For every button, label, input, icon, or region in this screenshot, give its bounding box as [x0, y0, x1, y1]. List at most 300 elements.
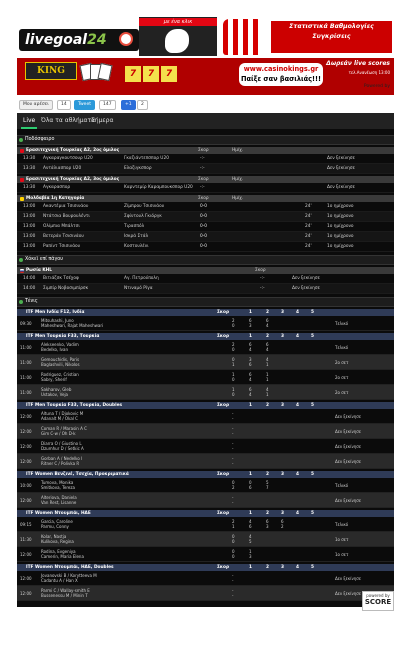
match-status: Δεν ξεκίνησε [335, 497, 361, 503]
match-minute: 24' [305, 244, 312, 249]
match-row[interactable] [17, 493, 394, 508]
col-score: Σκορ [198, 177, 209, 182]
set-score-2: 1 [266, 362, 269, 367]
match-score: -:- [200, 166, 205, 171]
sets-won-2: 0 [232, 377, 235, 382]
col-set-1: 1 [249, 403, 252, 408]
match-status: 2ο σετ [335, 359, 349, 365]
set-score-2: 6 [249, 362, 252, 367]
player-1: Garcia, Caroline [41, 519, 73, 524]
sets-won-2: - [232, 593, 234, 598]
sets-won-2: 1 [232, 524, 235, 529]
player-1: Alekseenko, Vadim [41, 342, 79, 347]
match-status: 2ο σετ [335, 374, 349, 380]
home-team: Ντάτσια Βουρουλέντι [43, 214, 90, 219]
player-1: Sakharov, Gleb [41, 387, 72, 392]
match-time: 11:00 [20, 389, 32, 395]
match-score: 0-0 [200, 244, 208, 249]
col-set-3: 3 [281, 472, 284, 477]
col-set-3: 3 [281, 403, 284, 408]
player-2: Dzumhur D / Setkic A [41, 446, 84, 451]
sport-nav [17, 113, 394, 129]
match-row[interactable] [17, 340, 394, 355]
match-row[interactable] [17, 154, 394, 164]
jersey-icon [223, 19, 263, 55]
match-score: -:- [200, 156, 205, 161]
sets-won-1: 0 [232, 534, 235, 539]
score-brand: SCORE [364, 598, 392, 606]
set-score-1: 6 [281, 519, 284, 524]
col-set-5: 5 [311, 403, 314, 408]
tournament-header[interactable] [17, 564, 394, 571]
sets-won-1: - [232, 588, 234, 593]
flag-icon [20, 178, 24, 182]
league-header[interactable] [17, 147, 394, 154]
match-status: Δεν ξεκίνησε [335, 575, 361, 581]
sets-won-1: 1 [232, 372, 235, 377]
match-time: 09:15 [20, 521, 32, 527]
set-score-1: 6 [249, 342, 252, 347]
player-1: Parmi C / Wallay-smith E [41, 588, 90, 593]
col-set-2: 2 [266, 334, 269, 339]
match-time: 13:00 [23, 224, 36, 229]
col-half: Ημίχ. [232, 148, 244, 153]
col-set-2: 2 [266, 565, 269, 570]
sets-won-2: 0 [232, 392, 235, 397]
set-score-1: 0 [249, 480, 252, 485]
casino-slogan: Παίξε σαν βασιλιάς!!! [240, 75, 322, 83]
match-time: 14:00 [23, 286, 36, 291]
player-2: Van Rest, Lisanne [41, 500, 77, 505]
col-score: Σκορ [217, 310, 230, 315]
seven-icon: 7 [125, 66, 141, 82]
sets-won-1: 0 [232, 357, 235, 362]
match-score: -:- [260, 286, 265, 291]
away-team: Ζίμπρου Τσισινάου [124, 204, 165, 209]
match-score: -:- [260, 276, 265, 281]
home-team: Αγκαρασπορ [43, 185, 71, 190]
match-status: Τελικό [335, 344, 349, 350]
away-team: Τιρασπόλ [124, 224, 145, 229]
tournament-name: ITF Men Τουρκία F33, Τουρκία, Doubles [26, 403, 123, 408]
set-score-2: 4 [249, 347, 252, 352]
col-set-3: 3 [281, 511, 284, 516]
score-provider-logo[interactable] [362, 591, 394, 611]
col-set-1: 1 [249, 565, 252, 570]
sets-won-2: 0 [232, 539, 235, 544]
match-minute: 24' [305, 214, 312, 219]
league-name: Μολδαβία 1η Κατηγορία [26, 196, 85, 201]
player-2: Camerin, Maria Elena [41, 554, 84, 559]
set-score-1: 4 [266, 357, 269, 362]
match-row[interactable] [17, 370, 394, 385]
match-score: 0-0 [200, 234, 208, 239]
col-set-5: 5 [311, 334, 314, 339]
col-set-3: 3 [281, 310, 284, 315]
sets-won-2: 2 [232, 485, 235, 490]
sets-won-2: - [232, 431, 234, 436]
sets-won-2: 0 [232, 347, 235, 352]
casino-site [239, 63, 323, 86]
player-1: Rodriguez, Cristian [41, 372, 79, 377]
tab-today[interactable]: Σήμερα [91, 117, 114, 124]
match-row[interactable] [17, 232, 394, 242]
player-2: Bedelko, Ivan [41, 347, 69, 352]
sets-won-2: - [232, 500, 234, 505]
player-1: Gemouchidis, Paris [41, 357, 80, 362]
away-team: Γκαζιάντεπσπορ U20 [124, 156, 169, 161]
col-set-1: 1 [249, 511, 252, 516]
match-status: Δεν ξεκίνησε [327, 156, 355, 161]
set-score-1: 4 [249, 534, 252, 539]
set-score-2: 3 [249, 323, 252, 328]
match-time: 11:00 [20, 359, 32, 365]
match-row[interactable] [17, 355, 394, 370]
col-set-2: 2 [266, 511, 269, 516]
match-row[interactable] [17, 284, 394, 294]
match-time: 09:30 [20, 320, 32, 326]
col-set-3: 3 [281, 565, 284, 570]
col-score: Σκορ [255, 268, 266, 273]
match-time: 12:00 [20, 590, 32, 596]
col-score: Σκορ [217, 403, 230, 408]
ad-stats-text: Στατιστικά Βαθμολογίες Συγκρίσεις [271, 21, 392, 53]
set-score-1: 5 [266, 480, 269, 485]
match-time: 12:00 [20, 413, 32, 419]
match-row[interactable] [17, 409, 394, 424]
match-status: Δεν ξεκίνησε [335, 413, 361, 419]
set-score-1: 6 [249, 318, 252, 323]
col-score: Σκορ [217, 565, 230, 570]
match-status: Δεν ξεκίνησε [335, 428, 361, 434]
player-1: Rodina, Evgeniya [41, 549, 76, 554]
away-team: Καρντεμίρ Καραμπουκσπορ U20 [124, 185, 193, 190]
set-score-1: 1 [266, 372, 269, 377]
match-status: Δεν ξεκίνησε [327, 166, 355, 171]
player-1: Altuna T / Djokovic M [41, 411, 84, 416]
match-status: Δεν ξεκίνησε [335, 443, 361, 449]
match-minute: 24' [305, 204, 312, 209]
col-score: Σκορ [198, 148, 209, 153]
match-row[interactable] [17, 439, 394, 454]
match-status: Δεν ξεκίνησε [335, 458, 361, 464]
match-row[interactable] [17, 164, 394, 174]
set-score-1: 6 [266, 318, 269, 323]
home-team: Βετεράν Τσισινάου [43, 234, 84, 239]
match-score: 0-0 [200, 214, 208, 219]
last-update: τελ.Ανανέωση 13:00 [348, 70, 390, 75]
match-row[interactable] [17, 212, 394, 222]
set-score-2: 4 [249, 392, 252, 397]
match-minute: 24' [305, 224, 312, 229]
flag-icon [20, 197, 24, 201]
player-1: Mitsuhashi, Juno [41, 318, 74, 323]
col-score: Σκορ [217, 334, 230, 339]
section-hockey: Χόκεϊ επί πάγου [17, 255, 394, 265]
player-2: Ritner C / Polivka R [41, 461, 80, 466]
sets-won-1: - [232, 456, 234, 461]
match-time: 12:00 [20, 575, 32, 581]
col-set-4: 4 [296, 403, 299, 408]
match-status: Δεν ξεκίνησε [292, 276, 320, 281]
section-football: Ποδόσφαιρο [17, 135, 394, 145]
match-status: 1ο ημίχρονο [327, 244, 354, 249]
match-time: 13:00 [23, 214, 36, 219]
player-1: Kolar, Nastja [41, 534, 67, 539]
match-status: 1ο ημίχρονο [327, 234, 354, 239]
col-set-1: 1 [249, 334, 252, 339]
set-score-2: 4 [266, 323, 269, 328]
match-status: Τελικό [335, 320, 349, 326]
away-team: Ισκρά Στάλ [124, 234, 149, 239]
match-status: Δεν ξεκίνησε [292, 286, 320, 291]
set-score-1: 4 [249, 519, 252, 524]
match-row[interactable] [17, 222, 394, 232]
sets-won-1: - [232, 441, 234, 446]
flag-icon [20, 149, 24, 153]
player-2: Parmu, Conny [41, 524, 69, 529]
match-status: 1ο ημίχρονο [327, 214, 354, 219]
sets-won-1: - [232, 495, 234, 500]
sets-won-1: 0 [232, 480, 235, 485]
set-score-2: 1 [266, 392, 269, 397]
col-score: Σκορ [217, 472, 230, 477]
match-time: 13:30 [23, 166, 36, 171]
section-tennis: Τένις [17, 297, 394, 307]
match-row[interactable] [17, 183, 394, 193]
seven-icon: 7 [161, 66, 177, 82]
match-time: 11:00 [20, 344, 32, 350]
match-status: 2ο σετ [335, 389, 349, 395]
match-status: Δεν ξεκίνησε [327, 185, 355, 190]
league-header[interactable] [17, 267, 394, 274]
away-team: Ελαζιγκσπορ [124, 166, 152, 171]
match-row[interactable] [17, 316, 394, 331]
col-score: Σκορ [217, 511, 230, 516]
match-row[interactable] [17, 586, 394, 601]
col-set-4: 4 [296, 310, 299, 315]
sets-won-2: 1 [232, 362, 235, 367]
header [17, 17, 394, 56]
col-set-2: 2 [266, 403, 269, 408]
site-logo[interactable] [19, 29, 139, 51]
match-row[interactable] [17, 424, 394, 439]
set-score-1: 6 [249, 372, 252, 377]
seven-icon: 7 [143, 66, 159, 82]
set-score-2: 4 [266, 347, 269, 352]
away-team: Σφίντουλ Γκιόργκ [124, 214, 162, 219]
col-set-2: 2 [266, 310, 269, 315]
plus-one-count: 2 [137, 100, 148, 110]
set-score-2: 2 [281, 524, 284, 529]
match-time: 11:30 [20, 536, 32, 542]
tournament-header[interactable] [17, 309, 394, 316]
ball-icon [119, 32, 133, 46]
match-time: 11:00 [20, 374, 32, 380]
player-2: Ustakov, Veja [41, 392, 69, 397]
like-count: 14 [57, 100, 71, 110]
col-half: Ημίχ. [232, 196, 244, 201]
sets-won-2: 0 [232, 323, 235, 328]
col-half: Ημίχ. [232, 177, 244, 182]
set-score-2: 3 [266, 524, 269, 529]
like-button[interactable]: Μου αρέσει [19, 100, 53, 110]
match-time: 12:00 [20, 428, 32, 434]
league-header[interactable] [17, 176, 394, 183]
tournament-name: ITF Men Τουρκία F33, Τουρκία [26, 334, 100, 339]
tournament-header[interactable] [17, 471, 394, 478]
home-team: Σιμπίρ Νοβοσιμπίρσκ [43, 286, 89, 291]
match-time: 13:30 [23, 156, 36, 161]
logo-text: livegoal24 [25, 32, 107, 48]
casino-logo: KING [25, 62, 77, 80]
plus-one-button[interactable]: +1 [121, 100, 136, 110]
player-1: Coman R / Marasin A C [41, 426, 87, 431]
player-2: Gim C-w / Oh D-k [41, 431, 76, 436]
tab-live[interactable]: Live [21, 113, 37, 129]
col-score: Σκορ [198, 196, 209, 201]
sets-won-2: - [232, 416, 234, 421]
flag-icon [20, 269, 24, 273]
match-status: 1ο σετ [335, 551, 349, 557]
casino-url: www.casinokings.gr [243, 65, 319, 73]
col-set-2: 2 [266, 472, 269, 477]
match-status: 1ο σετ [335, 536, 349, 542]
match-status: Τελικό [335, 482, 349, 488]
set-score-2: 3 [249, 554, 252, 559]
set-score-2: 1 [266, 377, 269, 382]
sets-won-2: 0 [232, 554, 235, 559]
tab-all-sports[interactable]: Όλα τα αθλήματα [41, 117, 96, 124]
player-1: Jovanovski B / Korytteeva M [41, 573, 97, 578]
match-row[interactable] [17, 547, 394, 562]
match-row[interactable] [17, 478, 394, 493]
match-time: 12:00 [20, 443, 32, 449]
match-status: Τελικό [335, 521, 349, 527]
col-set-4: 4 [296, 511, 299, 516]
col-set-3: 3 [281, 334, 284, 339]
header-ad-click[interactable] [139, 17, 217, 56]
set-score-1: 6 [266, 519, 269, 524]
home-team: Αγκαραγκουτσουρ U20 [43, 156, 93, 161]
player-1: Diarra O / Giustino L [41, 441, 82, 446]
player-2: Cadantu A / Han X [41, 578, 78, 583]
match-status: 1ο ημίχρονο [327, 224, 354, 229]
powered-by-label: powered by [366, 593, 390, 598]
col-set-5: 5 [311, 511, 314, 516]
sets-won-2: - [232, 578, 234, 583]
set-score-2: 6 [249, 524, 252, 529]
scores-content [17, 129, 394, 607]
match-score: 0-0 [200, 224, 208, 229]
col-set-5: 5 [311, 472, 314, 477]
home-team: Ραπίντ Τσισινάου [43, 244, 81, 249]
match-time: 13:30 [23, 185, 36, 190]
away-team: Ντιναμό Ρίγα [124, 286, 153, 291]
col-set-4: 4 [296, 472, 299, 477]
match-time: 12:00 [20, 458, 32, 464]
col-set-5: 5 [311, 310, 314, 315]
set-score-2: 5 [249, 539, 252, 544]
player-silhouette-icon [165, 29, 189, 53]
tournament-header[interactable] [17, 510, 394, 517]
sets-won-1: 2 [232, 318, 235, 323]
set-score-1: 4 [266, 387, 269, 392]
tournament-name: ITF Men Ινδία F12, Ινδία [26, 310, 85, 315]
free-live-scores-label: Δωρεάν live scores [326, 60, 390, 67]
match-row[interactable] [17, 274, 394, 284]
player-2: Adanalt M / Okal C [41, 416, 78, 421]
header-ad-stats[interactable] [219, 17, 394, 56]
ad-click-label: με ένα κλικ [139, 18, 217, 26]
casino-banner[interactable] [17, 58, 394, 95]
set-score-1: 1 [249, 549, 252, 554]
match-time: 13:00 [23, 244, 36, 249]
match-row[interactable] [17, 385, 394, 400]
match-row[interactable] [17, 454, 394, 469]
sets-won-1: 1 [232, 387, 235, 392]
league-name: Ερασιτεχνική Τουρκίας Α2, 3ος όμιλος [26, 177, 120, 182]
match-score: 0-0 [200, 204, 208, 209]
set-score-1: 6 [266, 342, 269, 347]
match-row[interactable] [17, 202, 394, 212]
tweet-button[interactable]: Tweet [74, 100, 95, 110]
sets-won-1: - [232, 573, 234, 578]
powered-by: Powered by [363, 84, 390, 89]
player-2: Kulikova, Regina [41, 539, 74, 544]
match-minute: 24' [305, 234, 312, 239]
player-2: Baglashvili, Nikolos [41, 362, 80, 367]
player-1: Tumova, Monika [41, 480, 74, 485]
match-time: 12:00 [20, 551, 32, 557]
player-2: Smitkova, Tereza [41, 485, 75, 490]
player-2: Maheshwari, Rajat Maheshwari [41, 323, 104, 328]
set-score-1: 6 [249, 387, 252, 392]
set-score-2: 4 [249, 377, 252, 382]
slot-sevens [125, 66, 185, 80]
player-1: Gorban A / Nedelko I [41, 456, 83, 461]
match-row[interactable] [17, 532, 394, 547]
sets-won-1: 0 [232, 549, 235, 554]
match-time: 13:00 [23, 234, 36, 239]
league-header[interactable] [17, 195, 394, 202]
match-row[interactable] [17, 517, 394, 532]
col-set-5: 5 [311, 565, 314, 570]
match-status: 1ο ημίχρονο [327, 204, 354, 209]
social-bar [17, 95, 394, 113]
cards-icon [81, 64, 115, 84]
tournament-header[interactable] [17, 402, 394, 409]
tweet-count: 147 [99, 100, 116, 110]
tournament-header[interactable] [17, 333, 394, 340]
match-time: 12:00 [20, 497, 32, 503]
col-set-1: 1 [249, 472, 252, 477]
league-name: Ερασιτεχνική Τουρκίας Α2, 2ος όμιλος [26, 148, 120, 153]
sets-won-2: - [232, 461, 234, 466]
match-time: 13:00 [23, 204, 36, 209]
home-team: Ολίμπια Μπάλτσι [43, 224, 80, 229]
league-name: Ρωσία KHL [26, 268, 53, 273]
col-set-4: 4 [296, 334, 299, 339]
home-team: Αντάλιασπορ U20 [43, 166, 82, 171]
player-2: Bussenessu M / Minin T [41, 593, 88, 598]
col-set-4: 4 [296, 565, 299, 570]
match-row[interactable] [17, 571, 394, 586]
match-row[interactable] [17, 242, 394, 252]
sets-won-1: - [232, 426, 234, 431]
sets-won-2: - [232, 446, 234, 451]
home-team: Ακαντέμια Τσισινάου [43, 204, 89, 209]
